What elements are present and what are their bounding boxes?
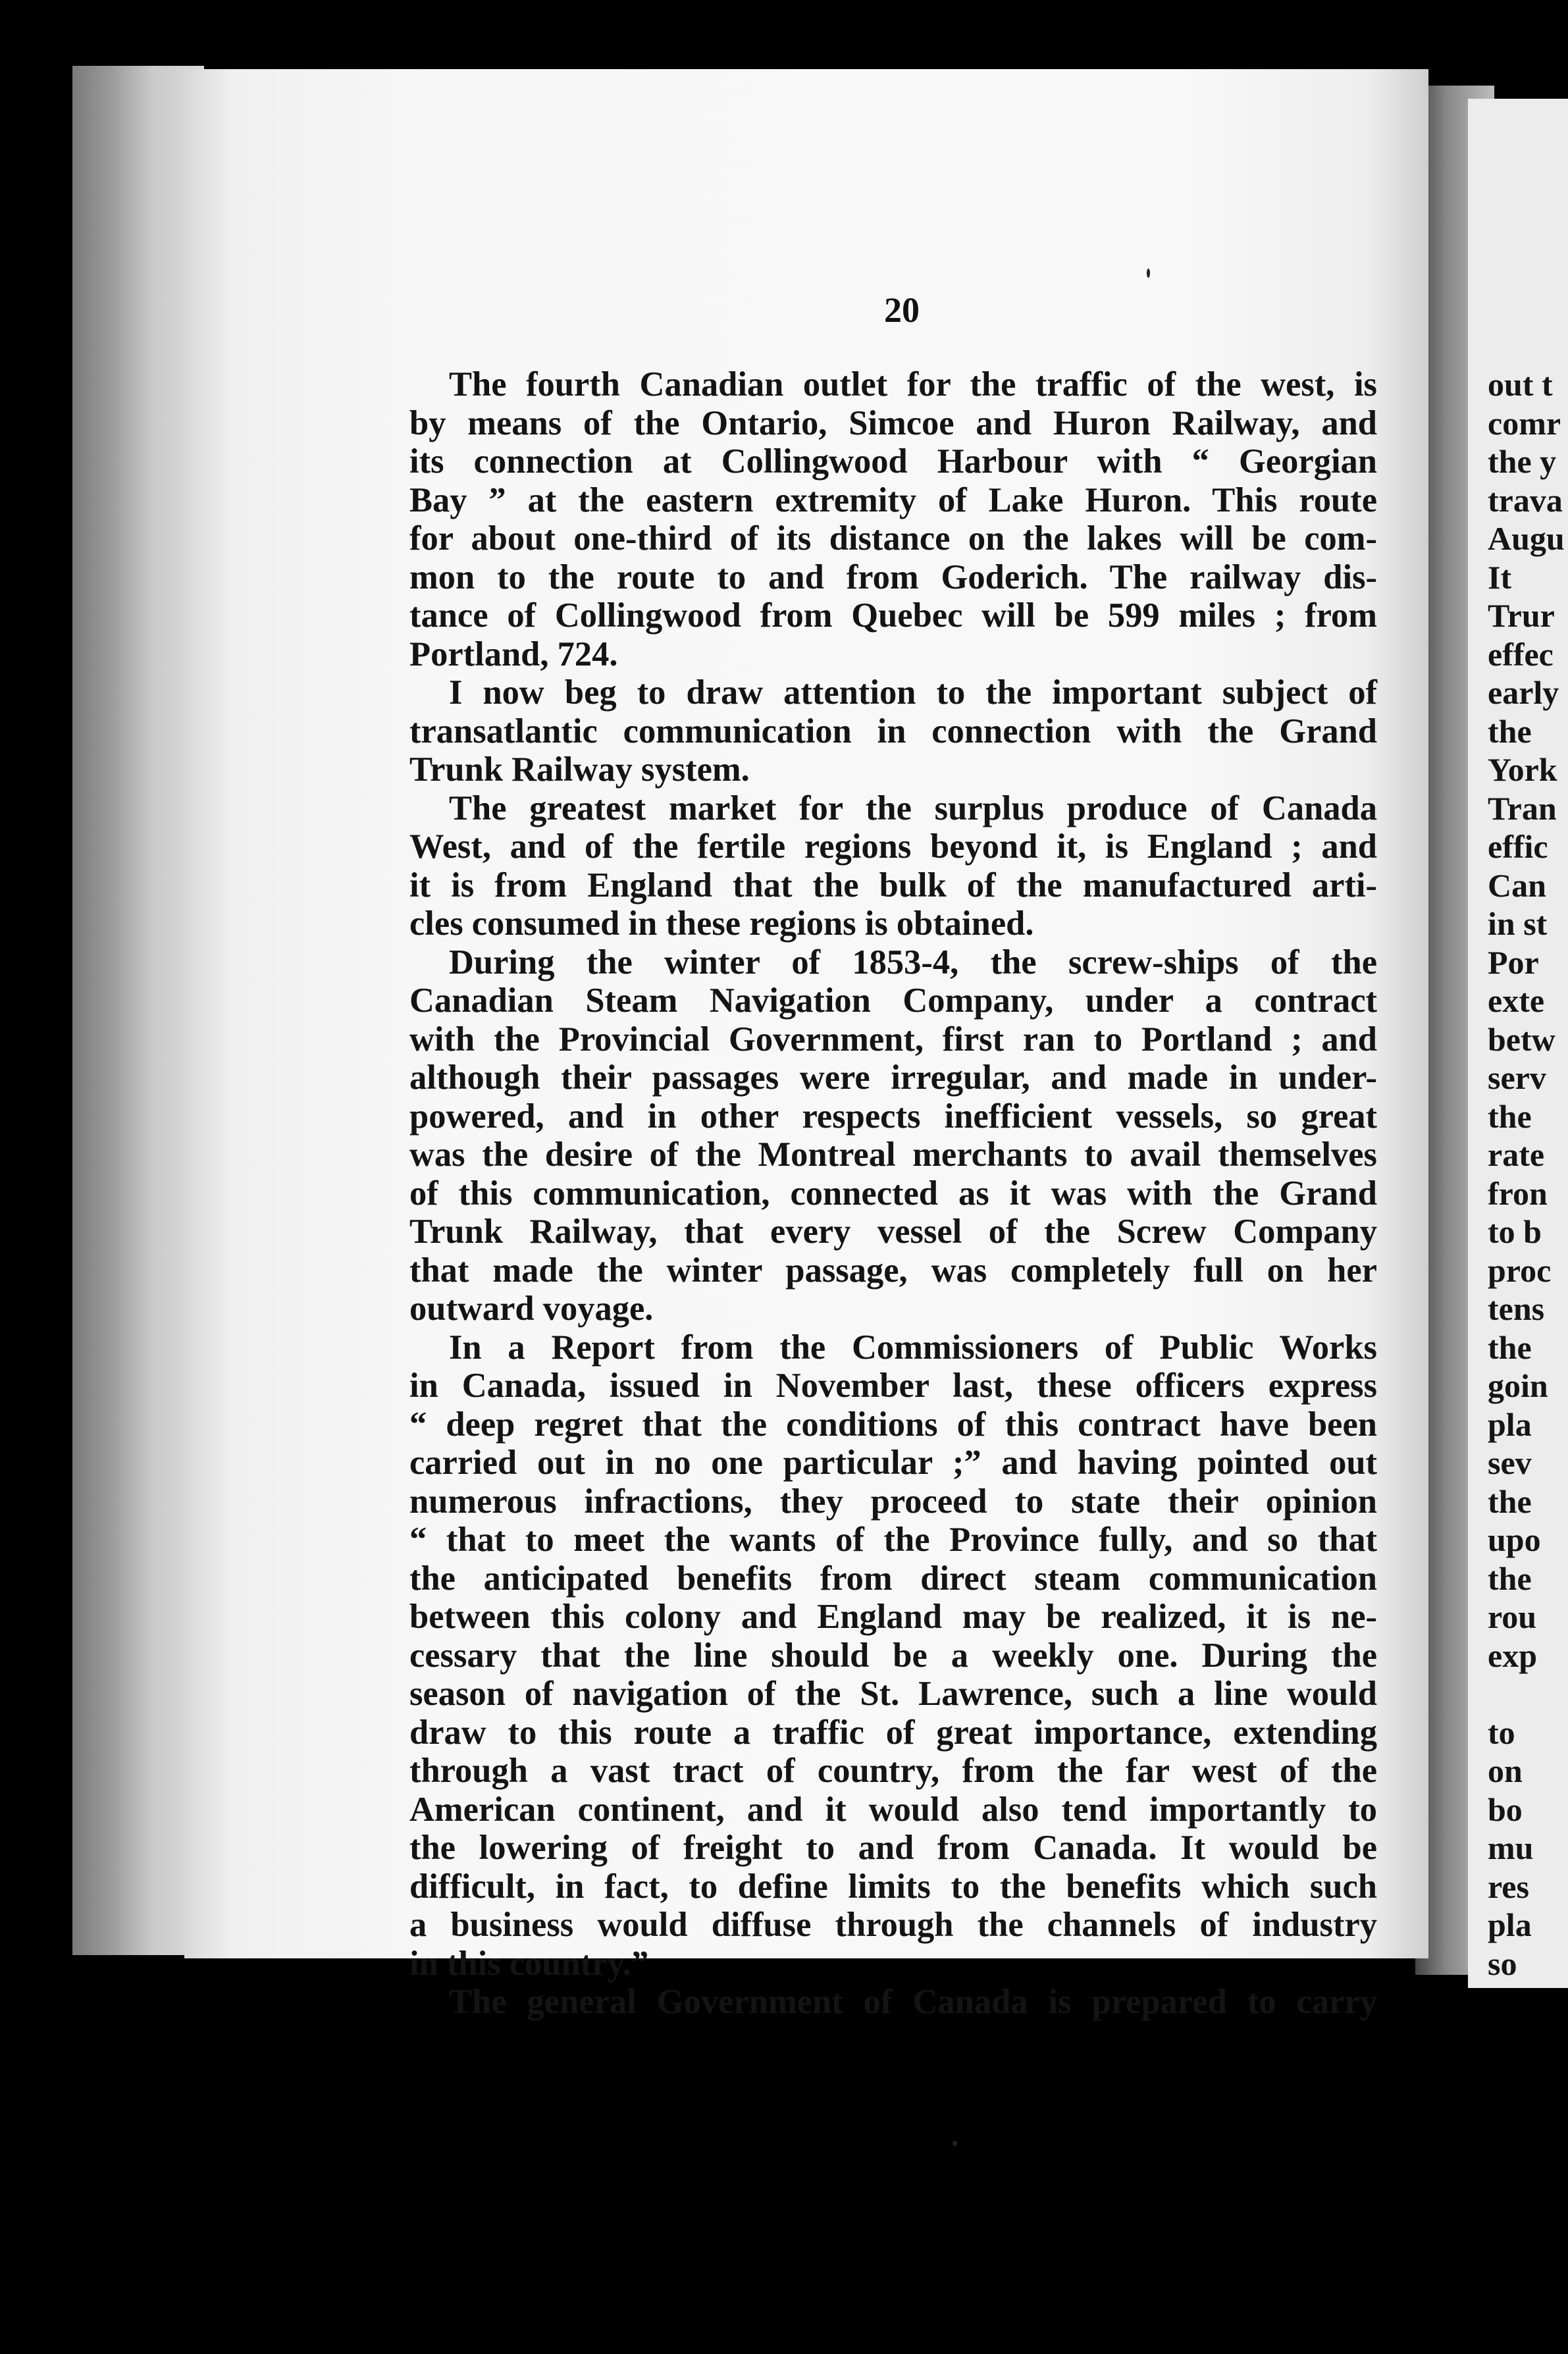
text-line: its connection at Collingwood Harbour with “ Georgian [409, 442, 1377, 481]
text-line: Bay ” at the eastern extremity of Lake Huron. This route [409, 481, 1377, 519]
facing-page-line: the [1488, 1328, 1532, 1366]
facing-page-line: the [1488, 712, 1532, 750]
text-line: West, and of the fertile regions beyond it, is England ; and [409, 827, 1377, 866]
facing-page-line: the [1488, 1482, 1532, 1520]
facing-page-line: out t [1488, 366, 1553, 403]
text-line: in this country.” [409, 1944, 649, 1983]
facing-page-line: pla [1488, 1906, 1532, 1943]
paragraph [409, 1328, 1377, 1983]
facing-page-line: the [1488, 1097, 1532, 1135]
facing-page-line: so [1488, 1945, 1517, 1982]
facing-page-line: the y [1488, 443, 1557, 480]
facing-page-line: proc [1488, 1251, 1552, 1289]
page-body-text [409, 365, 1377, 2022]
facing-page-line: rate [1488, 1136, 1545, 1173]
text-line: in Canada, issued in November last, these officers express [409, 1367, 1377, 1405]
facing-page-line: Por [1488, 943, 1539, 981]
facing-page-line: mu [1488, 1829, 1534, 1866]
paragraph [409, 365, 1377, 673]
facing-page-line: bo [1488, 1791, 1523, 1828]
facing-page-line: the [1488, 1559, 1532, 1597]
text-line: the anticipated benefits from direct steam communication [409, 1559, 1377, 1598]
facing-page-line: pla [1488, 1405, 1532, 1443]
facing-page-line: Can [1488, 866, 1546, 904]
text-line: I now beg to draw attention to the important subject of [449, 673, 1377, 712]
text-line: mon to the route to and from Goderich. The railway dis- [409, 558, 1377, 596]
facing-page-line: early [1488, 674, 1559, 711]
text-line: it is from England that the bulk of the manufactured arti- [409, 866, 1377, 904]
facing-page-line: serv [1488, 1059, 1546, 1096]
facing-page-line: comr [1488, 404, 1561, 442]
facing-page-line: exp [1488, 1636, 1537, 1674]
facing-page-line: Augu [1488, 520, 1565, 557]
text-line: American continent, and it would also tend importantly to [409, 1790, 1377, 1829]
facing-page-line: tens [1488, 1290, 1545, 1327]
print-speck [1147, 269, 1150, 278]
facing-page-line: York [1488, 751, 1557, 788]
facing-page-line: to [1488, 1713, 1515, 1751]
print-speck [953, 2141, 957, 2146]
text-line: the lowering of freight to and from Canada. It would be [409, 1829, 1377, 1867]
text-line: of this communication, connected as it was with the Grand [409, 1174, 1377, 1213]
paragraph [409, 673, 1377, 789]
text-line: The general Government of Canada is prepared to carry [449, 1983, 1377, 2021]
facing-page-line: fron [1488, 1174, 1548, 1212]
text-line: cessary that the line should be a weekly one. During the [409, 1636, 1377, 1675]
facing-page-line: effec [1488, 635, 1554, 673]
text-line: During the winter of 1853-4, the screw-ships of the [449, 943, 1377, 981]
text-line: between this colony and England may be realized, it is ne- [409, 1598, 1377, 1636]
facing-page-line: effic [1488, 828, 1548, 865]
facing-page-line: rou [1488, 1598, 1537, 1635]
text-line: difficult, in fact, to define limits to the benefits which such [409, 1867, 1377, 1906]
text-line: by means of the Ontario, Simcoe and Huron Railway, and [409, 404, 1377, 442]
facing-page-text-fragments [1488, 365, 1568, 1983]
facing-page-line: Trur [1488, 597, 1555, 634]
text-line: Trunk Railway, that every vessel of the Screw Company [409, 1213, 1377, 1251]
text-line: a business would diffuse through the channels of industry [409, 1906, 1377, 1944]
text-line: “ that to meet the wants of the Province fully, and so that [409, 1521, 1377, 1559]
page-number: 20 [884, 290, 920, 330]
facing-page-line: in st [1488, 905, 1548, 942]
text-line: for about one-third of its distance on the lakes will be com- [409, 519, 1377, 558]
text-line: that made the winter passage, was completely full on her [409, 1251, 1377, 1290]
facing-page-line: upo [1488, 1521, 1541, 1558]
text-line: powered, and in other respects inefficient vessels, so great [409, 1097, 1377, 1136]
facing-page-line: on [1488, 1752, 1523, 1789]
text-line: through a vast tract of country, from the far west of the [409, 1752, 1377, 1790]
facing-page-line: exte [1488, 982, 1545, 1019]
text-line: carried out in no one particular ;” and having pointed out [409, 1444, 1377, 1482]
text-line: was the desire of the Montreal merchants to avail themselves [409, 1136, 1377, 1174]
text-line: Canadian Steam Navigation Company, under a contract [409, 981, 1377, 1020]
paragraph [409, 789, 1377, 943]
facing-page-line [1488, 1675, 1568, 1713]
text-line: tance of Collingwood from Quebec will be 599 miles ; from [409, 596, 1377, 635]
text-line: “ deep regret that the conditions of this contract have been [409, 1405, 1377, 1444]
facing-page-line: trava [1488, 481, 1563, 519]
text-line: season of navigation of the St. Lawrence, such a line would [409, 1675, 1377, 1713]
facing-page-line: goin [1488, 1367, 1548, 1404]
text-line: The greatest market for the surplus produce of Canada [449, 789, 1377, 827]
text-line: In a Report from the Commissioners of Public Works [449, 1328, 1377, 1367]
text-line: although their passages were irregular, and made in under- [409, 1059, 1377, 1097]
paragraph [409, 1983, 1377, 2022]
text-line: The fourth Canadian outlet for the traffic of the west, is [449, 365, 1377, 404]
text-line: cles consumed in these regions is obtained. [409, 904, 1034, 943]
text-line: Portland, 724. [409, 635, 618, 673]
text-line: draw to this route a traffic of great importance, extending [409, 1713, 1377, 1752]
text-line: with the Provincial Government, first ran to Portland ; and [409, 1020, 1377, 1059]
text-line: Trunk Railway system. [409, 750, 750, 789]
text-line: outward voyage. [409, 1290, 654, 1328]
paragraph [409, 943, 1377, 1328]
facing-page-line: res [1488, 1868, 1529, 1905]
facing-page-line: It [1488, 558, 1512, 596]
facing-page-line: to b [1488, 1213, 1542, 1250]
text-line: transatlantic communication in connection with the Grand [409, 712, 1377, 750]
text-line: numerous infractions, they proceed to state their opinion [409, 1482, 1377, 1521]
facing-page-line: betw [1488, 1020, 1555, 1058]
facing-page-line: sev [1488, 1444, 1532, 1481]
facing-page-line: Tran [1488, 789, 1557, 827]
